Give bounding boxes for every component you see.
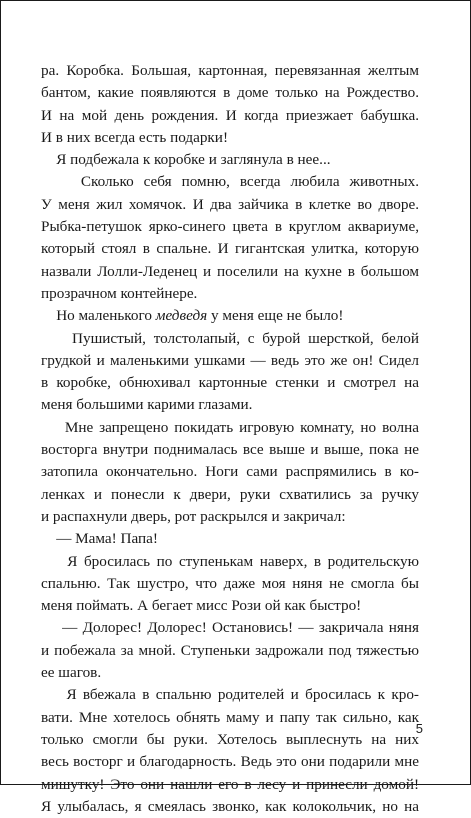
text-line: в коробке, обнюхивал картонные стенки и смотрел на [41,374,419,392]
text-line: вати. Мне хотелось обнять маму и папу так сильно, как [41,708,419,726]
text-line: прозрачном контейнере. [41,284,198,302]
text-line: бантом, какие появляются в доме только на Рождество. [41,84,419,102]
text-line: и распахнули дверь, рот раскрылся и закричал: [41,507,346,525]
text-line: — Долорес! Долорес! Остановись! — закричала няня [41,619,419,637]
text-line: спальню. Так шустро, что даже моя няня не смогла бы [41,574,419,592]
text-line: Сколько себя помню, всегда любила животных. [41,173,419,191]
text-line: Я подбежала к коробке и заглянула в нее... [41,151,331,169]
text-line: — Мама! Папа! [41,530,158,548]
text-line: который стоял в спальне. И гигантская улитка, которую [41,240,419,258]
text-line: меня большими карими глазами. [41,396,253,414]
text-line: весь восторг и благодарность. Ведь это они подарили мне [41,753,419,771]
page-number: 5 [415,721,423,736]
text-line: У меня жил хомячок. И два зайчика в клетке во дворе. [41,195,419,213]
italic-word: медведя [155,307,208,325]
body-text [41,60,419,818]
text-run: Но маленького [41,307,156,325]
text-line: восторга внутри поднималась все выше и выше, пока не [41,441,419,459]
text-line: Я улыбалась, я смеялась звонко, как колокольчик, но на [41,797,419,815]
text-line: меня поймать. А бегает мисс Рози ой как быстро! [41,597,362,615]
text-line: ее шагов. [41,664,102,682]
text-line: Мне запрещено покидать игровую комнату, но волна [41,418,419,436]
text-line: мишутку! Это они нашли его в лесу и принесли домой! [41,775,419,793]
text-line: только смогли бы руки. Хотелось выплеснуть на них [41,730,419,748]
text-line-italic [41,305,419,327]
text-line: Я вбежала в спальню родителей и бросилась к кро- [41,686,419,704]
text-line: ра. Коробка. Большая, картонная, перевязанная желтым [41,62,419,79]
text-line: И в них всегда есть подарки! [41,128,228,146]
text-run: у меня еще не было! [207,307,344,325]
text-line: ленках и понесли к двери, руки схватились за ручку [41,485,419,503]
text-line: и побежала за мной. Ступеньки задрожали под тяжестью [41,641,419,659]
text-line: Я бросилась по ступенькам наверх, в родительскую [41,552,419,570]
text-line: И на мой день рождения. И когда приезжает бабушка. [41,106,419,124]
text-line: назвали Лолли-Леденец и поселили на кухне в большом [41,262,419,280]
text-line: Рыбка-петушок ярко-синего цвета в круглом аквариуме, [41,218,419,236]
text-line: затопила окончательно. Ноги сами распрямились в ко- [41,463,419,481]
text-line: грудкой и маленькими ушками — ведь это же он! Сидел [41,351,419,369]
text-line: Пушистый, толстолапый, с бурой шерсткой, белой [41,329,419,347]
